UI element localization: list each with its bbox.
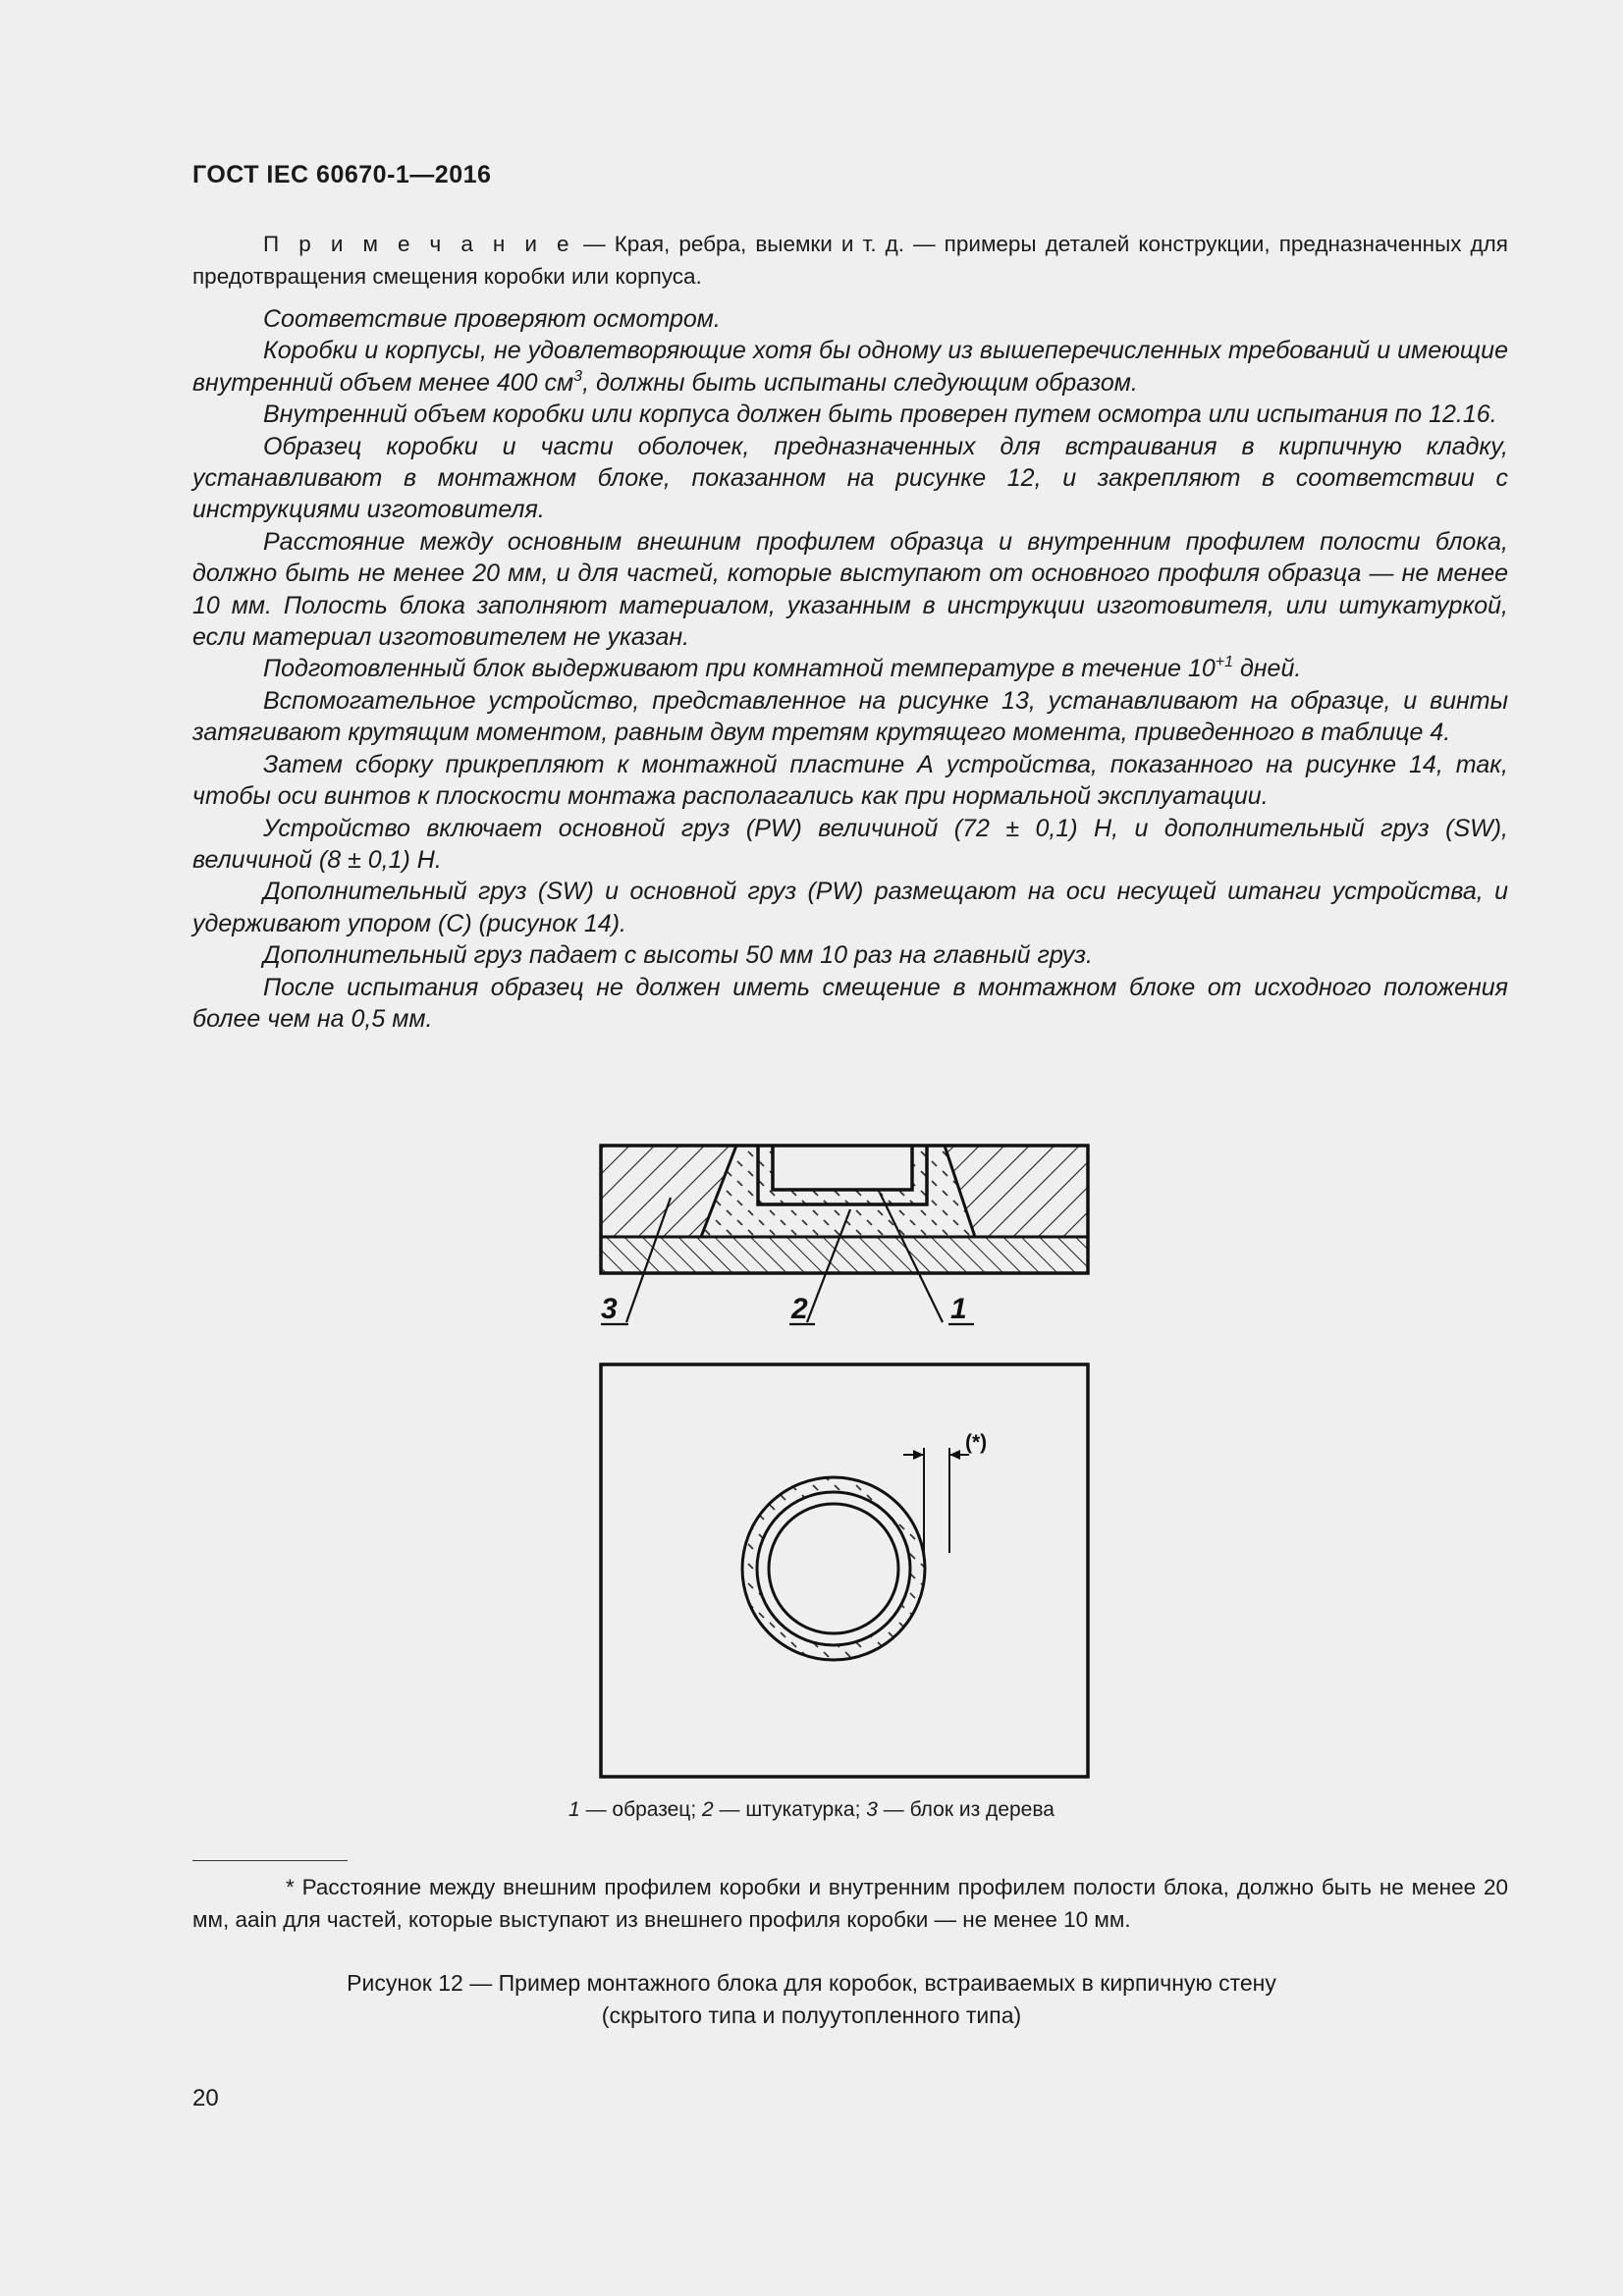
specimen-inner-wall [773,1146,912,1190]
paragraph: Образец коробки и части оболочек, предназначенных для встраивания в кирпичную кладку, устанавливают в монтажном блоке, показанном на рисунке 12, и закрепляют в соответствии с инструкциями изготовителя. [192,432,1508,524]
paragraph-text: Подготовленный блок выдерживают при комнатной температуре в течение 10 [263,655,1216,683]
legend-key: 1 [568,1798,580,1821]
footnote-rule [192,1860,348,1861]
caption-line: (скрытого типа и полуутопленного типа) [601,2002,1022,2028]
paragraph-text: Коробки и корпусы, не удовлетворяющие хотя бы одному из вышеперечисленных требований и имеющие внутренний объем менее 400 см [192,337,1508,397]
paragraph: Соответствие проверяют осмотром. [263,305,721,333]
paragraph: Затем сборку прикрепляют к монтажной пластине А устройства, показанного на рисунке 14, так, чтобы оси винтов к плоскости монтажа располагались как при нормальной эксплуатации. [192,750,1508,811]
plan-view [601,1364,1088,1777]
figure-legend [0,1798,1623,1822]
footnote-text: * Расстояние между внешним профилем коробки и внутренним профилем полости блока, должно быть не менее 20 мм, aain для частей, которые выступают из внешнего профиля коробки — не менее 10 мм. [192,1875,1508,1932]
page-number: 20 [192,2085,219,2111]
superscript: +1 [1215,654,1234,671]
label-3: 3 [601,1293,618,1325]
note-label: П р и м е ч а н и е [263,232,575,256]
label-2: 2 [791,1293,808,1325]
specimen-outer-circle [757,1492,910,1645]
paragraph: Дополнительный груз падает с высоты 50 мм 10 раз на главный груз. [263,941,1093,970]
paragraph: Дополнительный груз (SW) и основной груз (PW) размещают на оси несущей штанги устройства, и удерживают упором (С) (рисунок 14). [192,878,1508,937]
section-view [601,1146,1088,1325]
paragraph: Устройство включает основной груз (PW) величиной (72 ± 0,1) Н, и дополнительный груз (SW), величиной (8 ± 0,1) Н. [192,814,1508,874]
legend-text: — штукатурка; [713,1798,867,1821]
paragraph: Расстояние между основным внешним профилем образца и внутренним профилем полости блока, должно быть не менее 20 мм, и для частей, которые выступают от основного профиля образца — не менее 10 мм. Полость блока заполняют материалом, указанным в инструкции изготовителя, или штукатуркой, если материал изготовителем не указан. [192,527,1508,652]
dim-label: (*) [965,1431,988,1454]
legend-key: 2 [702,1798,714,1821]
note-text: — Края, ребра, выемки и т. д. — примеры деталей конструкции, предназначенных для предотвращения смещения коробки или корпуса. [192,232,1508,289]
paragraph: Вспомогательное устройство, представленное на рисунке 13, устанавливают на образце, и винты затягивают крутящим моментом, равным двум третям крутящего момента, приведенного в таблице 4. [192,686,1508,747]
base-board-hatch [601,1237,1088,1273]
dim-arrow-left [913,1450,924,1460]
footnote [192,1871,1508,1936]
caption-line: Рисунок 12 — Пример монтажного блока для коробок, встраиваемых в кирпичную стену [347,1970,1276,1996]
paragraph-text: дней. [1233,655,1302,683]
figure-caption [0,1967,1623,2032]
superscript: 3 [573,367,583,385]
paragraph: После испытания образец не должен иметь смещение в монтажном блоке от исходного положения более чем на 0,5 мм. [192,973,1508,1033]
legend-text: — блок из дерева [877,1798,1055,1821]
document-header: ГОСТ IEC 60670-1—2016 [192,161,492,188]
paragraph: Внутренний объем коробки или корпуса должен быть проверен путем осмотра или испытания по 12.16. [263,400,1497,429]
label-1: 1 [950,1293,967,1325]
legend-key: 3 [866,1798,878,1821]
dim-arrow-right [949,1450,960,1460]
paragraph-text: , должны быть испытаны следующим образом. [582,368,1138,397]
legend-text: — образец; [579,1798,703,1821]
